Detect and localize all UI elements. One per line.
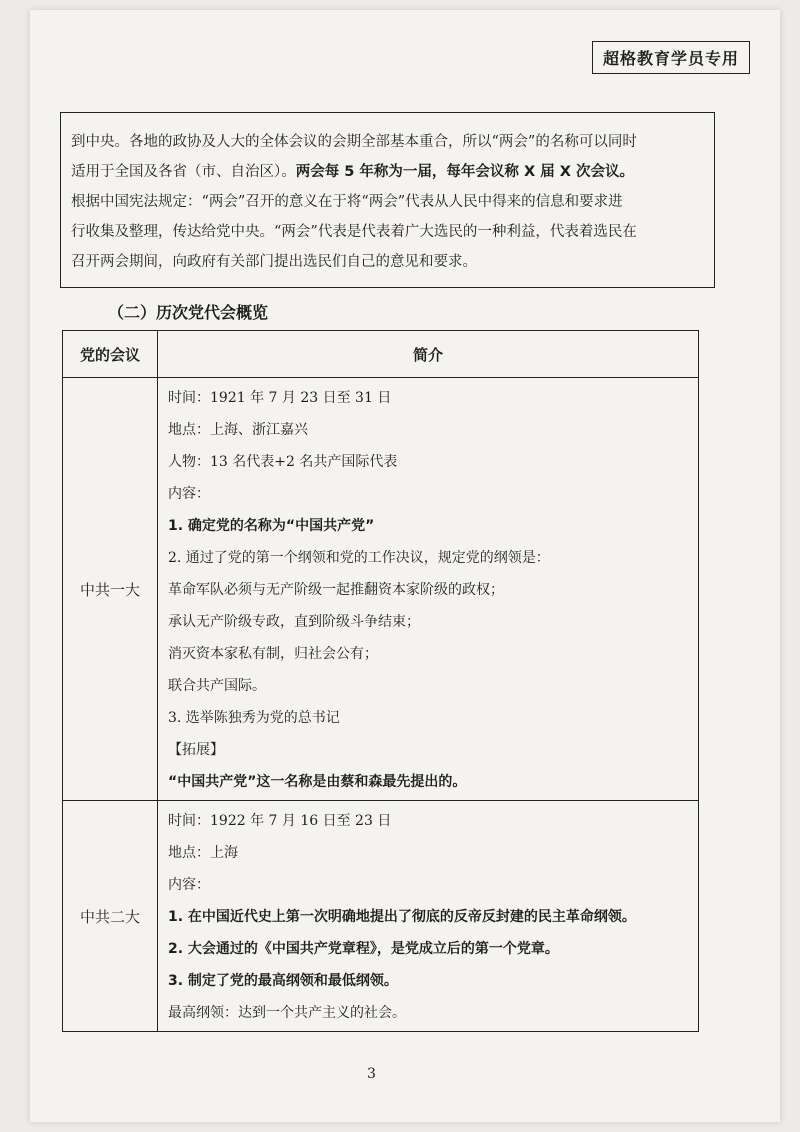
congress-table [62, 330, 699, 1032]
detail-line: 承认无产阶级专政，直到阶级斗争结束； [168, 614, 420, 630]
intro-line-3: 根据中国宪法规定：“两会”召开的意义在于将“两会”代表从人民中得来的信息和要求进 [71, 194, 623, 210]
detail-line: 时间：1921 年 7 月 23 日至 31 日 [168, 390, 392, 406]
detail-line: “中国共产党”这一名称是由蔡和森最先提出的。 [168, 774, 467, 790]
meeting-details [158, 801, 699, 1032]
table-header-row [63, 331, 699, 378]
meeting-details [158, 378, 699, 801]
table-row [63, 378, 699, 801]
meeting-name: 中共二大 [63, 801, 158, 1032]
intro-line-2 [71, 157, 706, 187]
section-title: （二）历次党代会概览 [108, 303, 269, 322]
detail-line: 2. 大会通过的《中国共产党章程》，是党成立后的第一个党章。 [168, 941, 559, 957]
table-row [63, 801, 699, 1032]
intro-box [60, 112, 715, 288]
detail-line: 内容： [168, 486, 210, 502]
detail-line: 人物：13 名代表+2 名共产国际代表 [168, 454, 398, 470]
detail-line: 1. 确定党的名称为“中国共产党” [168, 518, 375, 534]
detail-line: 1. 在中国近代史上第一次明确地提出了彻底的反帝反封建的民主革命纲领。 [168, 909, 636, 925]
detail-line: 3. 选举陈独秀为党的总书记 [168, 710, 340, 726]
page-number: 3 [367, 1066, 376, 1082]
meeting-name: 中共一大 [63, 378, 158, 801]
detail-line: 地点：上海、浙江嘉兴 [168, 422, 308, 438]
header-tag: 超格教育学员专用 [592, 41, 750, 74]
detail-line: 内容： [168, 877, 210, 893]
header-intro: 简介 [158, 331, 699, 378]
intro-line-2-normal: 适用于全国及各省（市、自治区）。 [71, 164, 296, 180]
header-meeting: 党的会议 [63, 331, 158, 378]
detail-line: 最高纲领：达到一个共产主义的社会。 [168, 1005, 406, 1021]
detail-line: 2. 通过了党的第一个纲领和党的工作决议，规定党的纲领是： [168, 550, 550, 566]
intro-line-1: 到中央。各地的政协及人大的全体会议的会期全部基本重合，所以“两会”的名称可以同时 [71, 134, 637, 150]
intro-line-5: 召开两会期间，向政府有关部门提出选民们自己的意见和要求。 [71, 254, 477, 270]
table-body [63, 378, 699, 1032]
detail-line: 【拓展】 [168, 742, 224, 758]
intro-line-4: 行收集及整理，传达给党中央。“两会”代表是代表着广大选民的一种利益，代表着选民在 [71, 224, 637, 240]
detail-line: 3. 制定了党的最高纲领和最低纲领。 [168, 973, 398, 989]
detail-line: 地点：上海 [168, 845, 238, 861]
detail-line: 联合共产国际。 [168, 678, 266, 694]
intro-line-2-bold: 两会每 5 年称为一届，每年会议称 X 届 X 次会议。 [295, 164, 634, 180]
detail-line: 消灭资本家私有制，归社会公有； [168, 646, 378, 662]
detail-line: 时间：1922 年 7 月 16 日至 23 日 [168, 813, 392, 829]
detail-line: 革命军队必须与无产阶级一起推翻资本家阶级的政权； [168, 582, 504, 598]
